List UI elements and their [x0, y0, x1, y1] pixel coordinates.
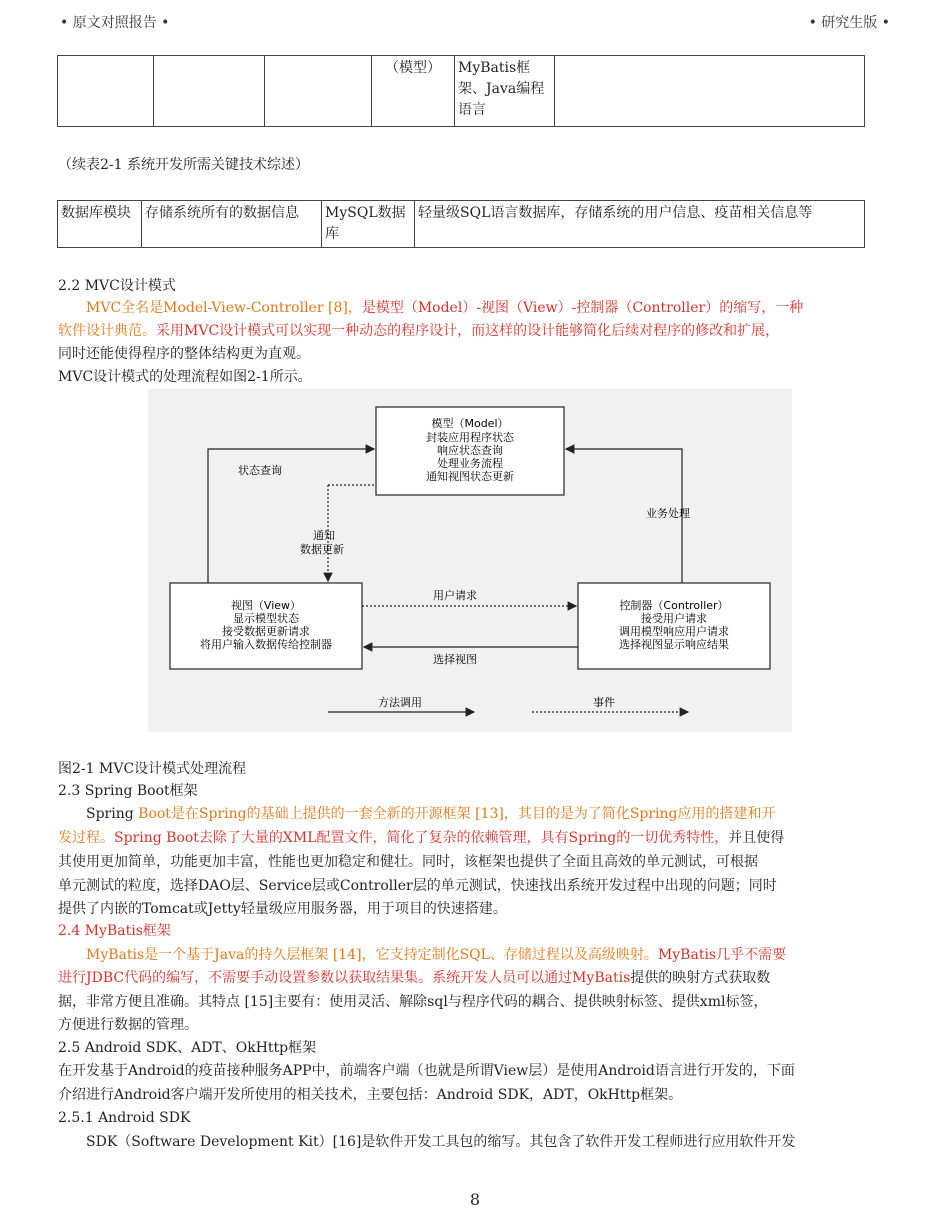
paragraph-line: SDK（Software Development Kit）[16]是软件开发工具包的缩写。其包含了软件开发工程师进行应用软件开发 — [86, 1134, 796, 1150]
section-heading: 2.4 MyBatis框架 — [58, 923, 171, 939]
header-left: • 原文对照报告 • — [60, 15, 170, 31]
model-line: 通知视图状态更新 — [426, 470, 514, 483]
page-number: 8 — [469, 1190, 481, 1209]
view-line: 接受数据更新请求 — [222, 625, 310, 638]
view-line: 将用户输入数据传给控制器 — [200, 638, 332, 651]
legend-method-label: 方法调用 — [378, 696, 422, 709]
view-title: 视图（View） — [230, 599, 302, 612]
paragraph-line: 提供了内嵌的Tomcat或Jetty轻量级应用服务器，用于项目的快速搭建。 — [58, 901, 507, 917]
state-query-label: 状态查询 — [238, 464, 282, 477]
table-cell: MySQL数据库 — [322, 201, 415, 248]
paragraph-line: 据，非常方便且准确。其特点 [15]主要有：使用灵活、解除sql与程序代码的耦合、提供映射标签、提供xml标签， — [58, 994, 768, 1010]
text-span: 软件设计典范。 — [58, 323, 156, 339]
text-span: Spring — [86, 806, 139, 822]
model-line: 响应状态查询 — [437, 444, 503, 457]
text-span: 提供的映射方式获取数 — [630, 970, 771, 986]
model-title: 模型（Model） — [431, 417, 509, 430]
text-span: 发过程。 — [58, 830, 114, 846]
user-request-label: 用户请求 — [433, 589, 477, 602]
paragraph-line — [58, 967, 880, 989]
section-heading: 2.2 MVC设计模式 — [58, 278, 176, 294]
text-span: Boot是在Spring的基础上提供的一套全新的开源框架 [13]，其目的是为了简化Spring应用的搭建和开 — [138, 806, 776, 822]
table-cell: MyBatis框架、Java编程语言 — [455, 56, 555, 127]
table-database-module — [57, 200, 865, 248]
header-right: • 研究生版 • — [808, 15, 890, 31]
figure-caption: 图2-1 MVC设计模式处理流程 — [58, 761, 247, 777]
text-span: 并且使得 — [728, 830, 785, 846]
text-span: 采用MVC设计模式可以实现一种动态的程序设计，而这样的设计能够简化后续对程序的修改和扩展， — [156, 323, 780, 339]
paragraph-line: 在开发基于Android的疫苗接种服务APP中，前端客户端（也就是所谓View层）是使用Android语言进行开发的，下面 — [58, 1063, 795, 1079]
state-query-arrow — [208, 449, 374, 583]
text-span: Spring Boot去除了大量的XML配置文件，简化了复杂的依赖管理，具有Spring的一切优秀特性， — [114, 830, 729, 846]
controller-title: 控制器（Controller） — [619, 599, 729, 612]
model-line: 封装应用程序状态 — [426, 431, 514, 444]
paragraph-line: 介绍进行Android客户端开发所使用的相关技术，主要包括：Android SDK，ADT，OkHttp框架。 — [58, 1087, 683, 1103]
table-cell — [265, 56, 372, 127]
subsection-heading: 2.5.1 Android SDK — [58, 1110, 191, 1126]
table-cell — [58, 56, 154, 127]
table-cell: （模型） — [372, 56, 455, 127]
controller-line: 接受用户请求 — [641, 612, 707, 625]
table-cell: 存储系统所有的数据信息 — [142, 201, 322, 248]
paragraph-line: 同时还能使得程序的整体结构更为直观。 — [58, 346, 310, 362]
controller-line: 选择视图显示响应结果 — [619, 638, 729, 651]
paragraph-line — [58, 320, 880, 342]
paragraph-line: 方便进行数据的管理。 — [58, 1017, 198, 1033]
notify-label: 通知 — [313, 529, 335, 542]
table-cell — [555, 56, 865, 127]
table-cell: 数据库模块 — [58, 201, 142, 248]
text-span: MyBatis是一个基于Java的持久层框架 [14]，它支持定制化SQL、存储过程以及高级映射。 — [86, 947, 658, 963]
notify-label: 数据更新 — [300, 543, 344, 556]
text-span: MVC全名是Model-View-Controller [8]， — [86, 300, 362, 316]
text-span: 进行JDBC代码的编写，不需要手动设置参数以获取结果集。系统开发人员可以通过MyBatis — [58, 970, 631, 986]
text-span: MyBatis几乎不需要 — [657, 947, 787, 963]
controller-line: 调用模型响应用户请求 — [619, 625, 729, 638]
table-fragment-top — [57, 55, 865, 127]
paragraph-line: MVC设计模式的处理流程如图2-1所示。 — [58, 369, 312, 385]
table-cell: 轻量级SQL语言数据库，存储系统的用户信息、疫苗相关信息等 — [415, 201, 865, 248]
model-line: 处理业务流程 — [437, 457, 503, 470]
paragraph-line — [58, 803, 880, 825]
paragraph-line — [58, 297, 880, 319]
legend-event-label: 事件 — [593, 696, 615, 709]
section-heading: 2.5 Android SDK、ADT、OkHttp框架 — [58, 1040, 317, 1056]
section-heading: 2.3 Spring Boot框架 — [58, 783, 198, 799]
text-span: 是模型（Model）-视图（View）-控制器（Controller）的缩写，一种 — [361, 300, 804, 316]
paragraph-line: 其使用更加简单，功能更加丰富，性能也更加稳定和健壮。同时，该框架也提供了全面且高效的单元测试，可根据 — [58, 854, 758, 870]
paragraph-line — [58, 827, 880, 849]
table-caption: （续表2-1 系统开发所需关键技术综述） — [58, 157, 309, 173]
business-label: 业务处理 — [646, 507, 690, 520]
view-line: 显示模型状态 — [233, 612, 299, 625]
mvc-diagram — [148, 389, 792, 732]
table-cell — [154, 56, 265, 127]
paragraph-line: 单元测试的粒度，选择DAO层、Service层或Controller层的单元测试，快速找出系统开发过程中出现的问题；同时 — [58, 878, 777, 894]
select-view-label: 选择视图 — [433, 653, 477, 666]
paragraph-line — [58, 944, 880, 966]
